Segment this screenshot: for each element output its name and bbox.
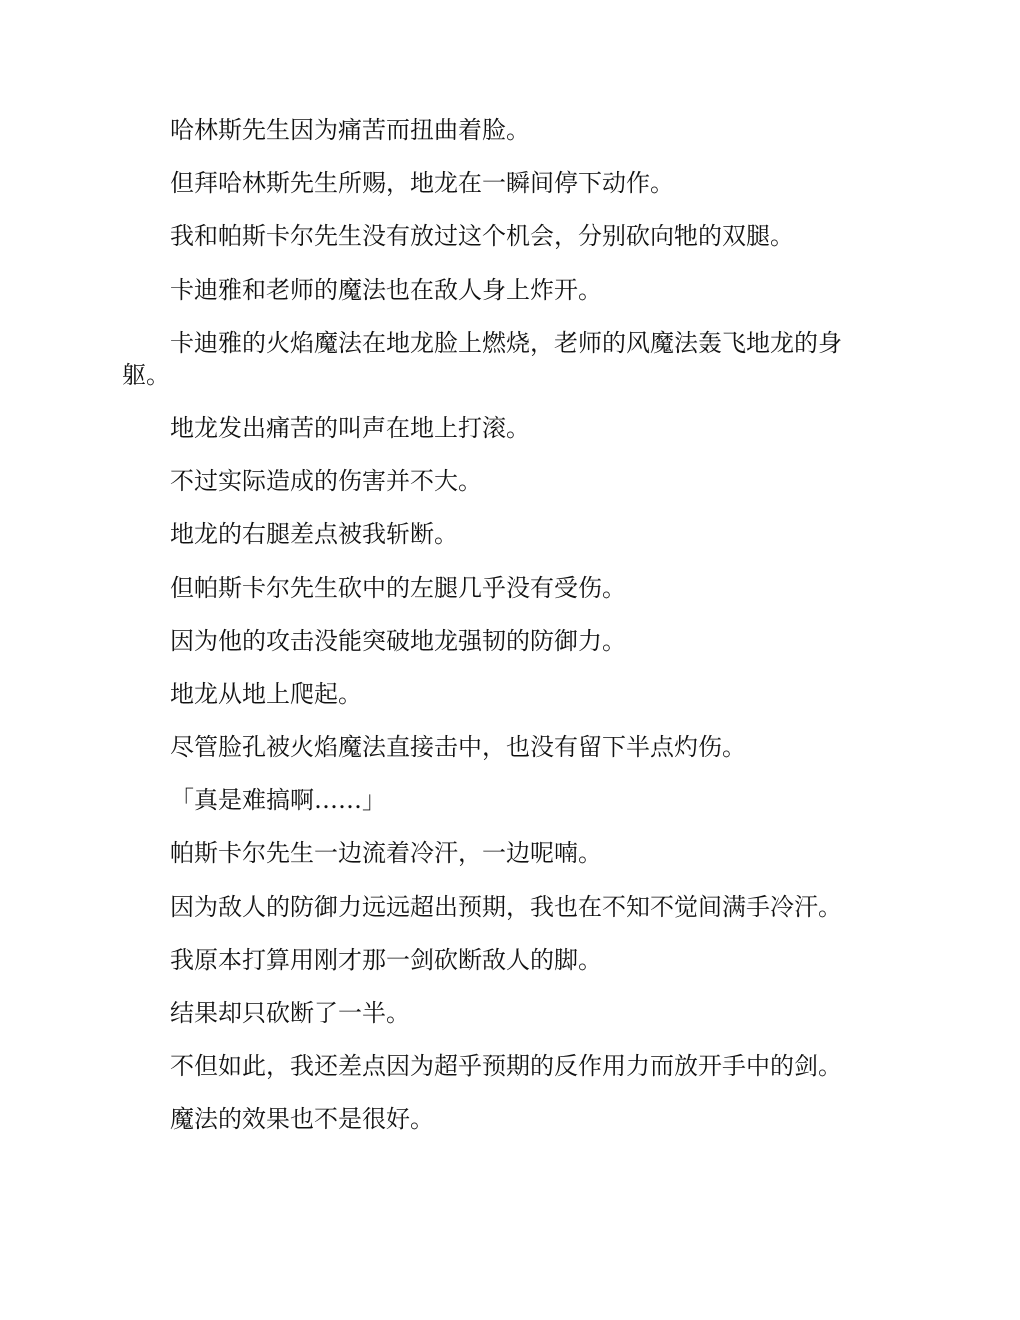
paragraph-9: 但帕斯卡尔先生砍中的左腿几乎没有受伤。 (170, 573, 626, 602)
body-text (122, 114, 882, 1157)
paragraph-14: 帕斯卡尔先生一边流着冷汗，一边呢喃。 (170, 839, 602, 868)
paragraph-5: 卡迪雅的火焰魔法在地龙脸上燃烧，老师的风魔法轰飞地龙的身躯。 (122, 328, 842, 389)
paragraph-18: 不但如此，我还差点因为超乎预期的反作用力而放开手中的剑。 (170, 1052, 842, 1081)
paragraph-17: 结果却只砍断了一半。 (170, 999, 410, 1027)
paragraph-19: 魔法的效果也不是很好。 (170, 1105, 434, 1134)
paragraph-10: 因为他的攻击没能突破地龙强韧的防御力。 (170, 626, 626, 655)
paragraph-2: 但拜哈林斯先生所赐，地龙在一瞬间停下动作。 (170, 169, 674, 198)
paragraph-16: 我原本打算用刚才那一剑砍断敌人的脚。 (170, 945, 602, 974)
paragraph-4: 卡迪雅和老师的魔法也在敌人身上炸开。 (170, 275, 602, 304)
paragraph-15: 因为敌人的防御力远远超出预期，我也在不知不觉间满手冷汗。 (170, 892, 842, 921)
paragraph-6: 地龙发出痛苦的叫声在地上打滚。 (170, 413, 530, 442)
paragraph-12: 尽管脸孔被火焰魔法直接击中，也没有留下半点灼伤。 (170, 733, 746, 762)
paragraph-7: 不过实际造成的伤害并不大。 (170, 467, 482, 496)
paragraph-1: 哈林斯先生因为痛苦而扭曲着脸。 (170, 116, 530, 144)
paragraph-11: 地龙从地上爬起。 (170, 679, 362, 708)
paragraph-8: 地龙的右腿差点被我斩断。 (170, 520, 458, 549)
paragraph-3: 我和帕斯卡尔先生没有放过这个机会，分别砍向牠的双腿。 (170, 222, 794, 251)
paragraph-13: 「真是难搞啊……」 (170, 786, 386, 815)
